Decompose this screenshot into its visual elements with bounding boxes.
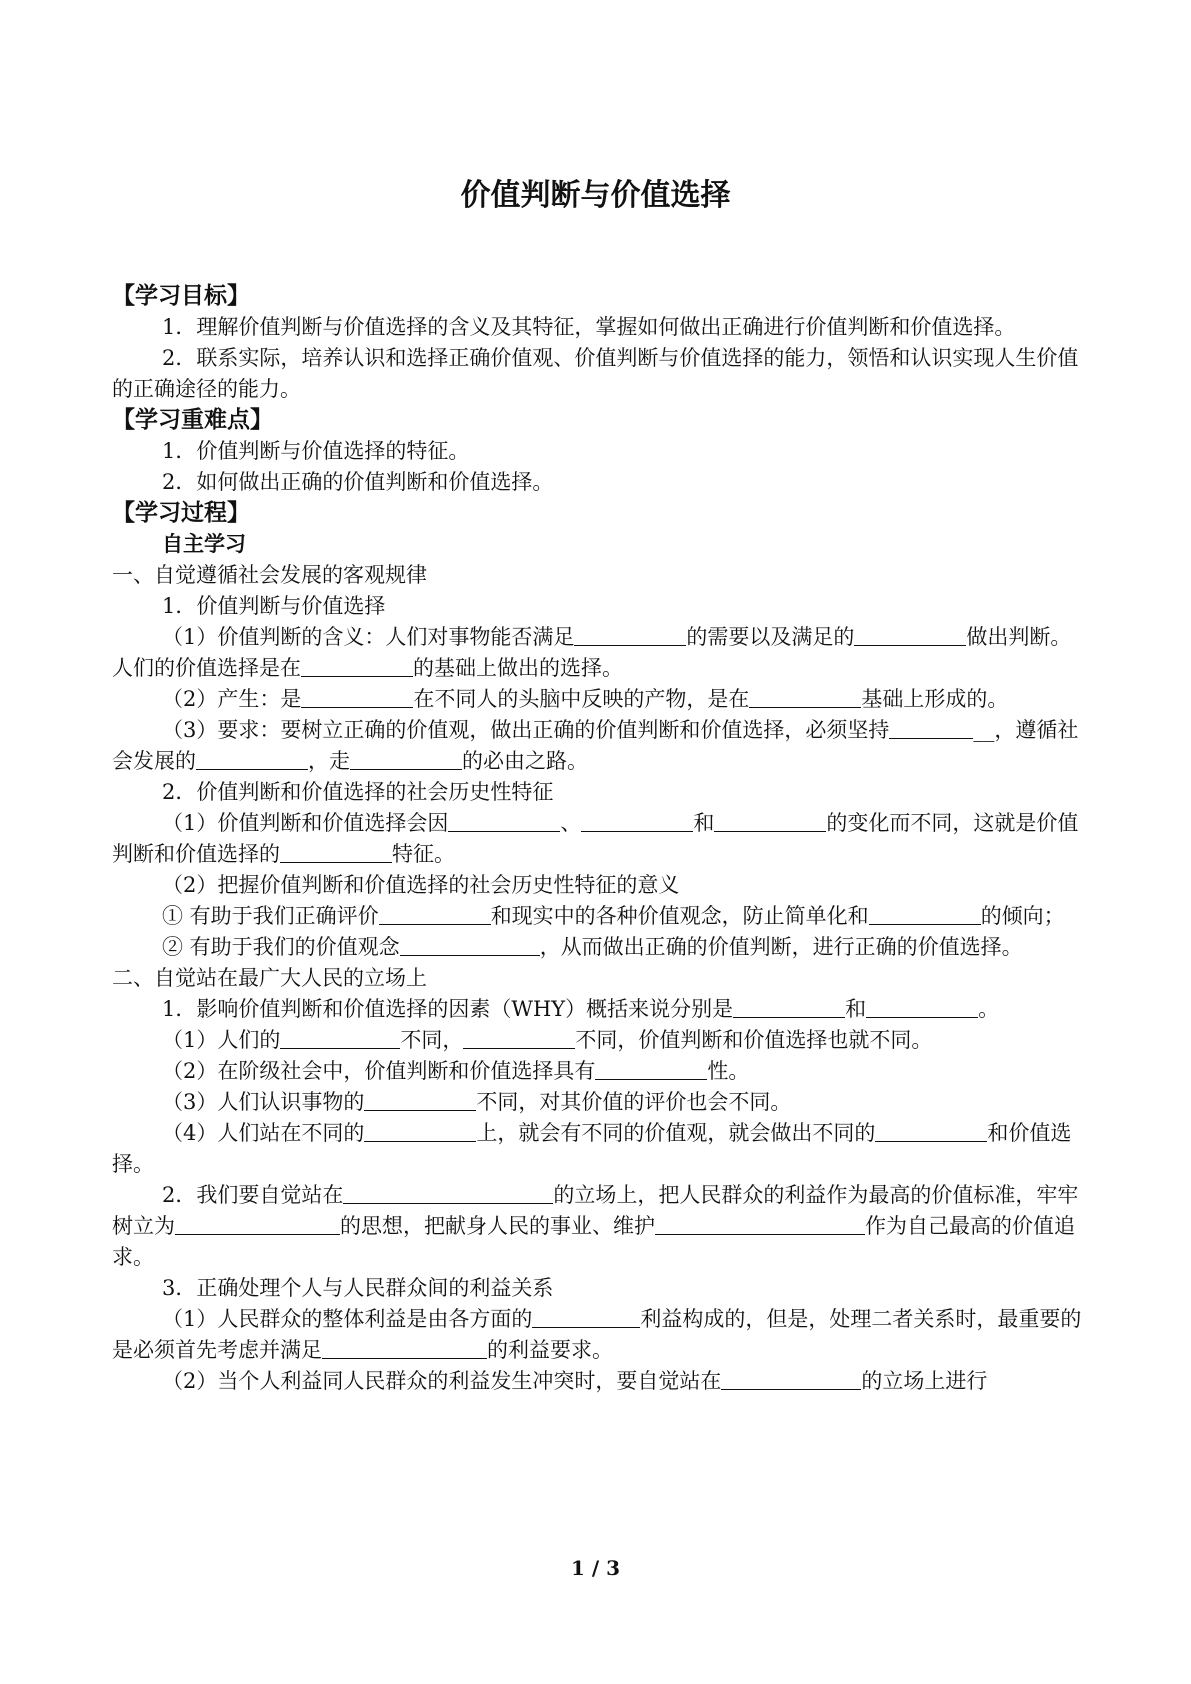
part1-title: 一、自觉遵循社会发展的客观规律 (112, 563, 427, 587)
blank (869, 902, 981, 925)
worksheet-content (112, 281, 1087, 1397)
s2-title: 2．价值判断和价值选择的社会历史性特征 (162, 780, 554, 804)
t1-item-3: （3）人们认识事物的 不同，对其价值的评价也会不同。 (162, 1090, 792, 1114)
t1-item-2: （2）在阶级社会中，价值判断和价值选择具有 性。 (162, 1059, 750, 1083)
goal-item-2: 2．联系实际，培养认识和选择正确价值观、价值判断与价值选择的能力，领悟和认识实现人生价值的正确途径的能力。 (112, 346, 1079, 401)
s2-circle-1: ① 有助于我们正确评价 和现实中的各种价值观念，防止简单化和 的倾向； (162, 904, 1065, 928)
blank (733, 995, 845, 1018)
blank (400, 933, 540, 956)
part2-title: 二、自觉站在最广大人民的立场上 (112, 966, 427, 990)
blank (343, 1181, 553, 1204)
t3-item-1: （1）人民群众的整体利益是由各方面的 利益构成的，但是，处理二者关系时，最重要的是必须首先考虑并满足 的利益要求。 (112, 1307, 1082, 1362)
blank (379, 902, 491, 925)
t3-item-2: （2）当个人利益同人民群众的利益发生冲突时，要自觉站在 的立场上进行 (162, 1369, 988, 1393)
blank (721, 1367, 861, 1390)
blank (532, 1305, 640, 1328)
blank (655, 1212, 865, 1235)
blank (301, 654, 413, 677)
s1-item-3: （3）要求：要树立正确的价值观，做出正确的价值判断和价值选择，必须坚持 __，遵循社会发展的 ，走 的必由之路。 (112, 718, 1079, 773)
blank (175, 1212, 340, 1235)
blank (364, 1119, 476, 1142)
page-title: 价值判断与价值选择 (460, 178, 731, 213)
blank (889, 716, 973, 739)
blank (301, 685, 413, 708)
t1-item-1: （1）人们的 不同， 不同，价值判断和价值选择也就不同。 (162, 1028, 933, 1052)
goal-item-1: 1．理解价值判断与价值选择的含义及其特征，掌握如何做出正确进行价值判断和价值选择。 (162, 315, 1016, 339)
t1-title: 1．影响价值判断和价值选择的因素（WHY）概括来说分别是 和 。 (162, 997, 1000, 1021)
section-heading-keypoints: 【学习重难点】 (112, 407, 273, 433)
blank (448, 809, 560, 832)
blank (322, 1336, 487, 1359)
s2-item-1: （1）价值判断和价值选择会因 、 和 的变化而不同，这就是价值判断和价值选择的 特征。 (112, 811, 1079, 866)
t3-title: 3．正确处理个人与人民群众间的利益关系 (162, 1276, 554, 1300)
blank (581, 809, 693, 832)
s2-circle-2: ② 有助于我们的价值观念 ，从而做出正确的价值判断，进行正确的价值选择。 (162, 935, 1023, 959)
self-study-label: 自主学习 (162, 532, 246, 556)
section-heading-goals: 【学习目标】 (112, 283, 250, 309)
blank (364, 1088, 476, 1111)
section-heading-process: 【学习过程】 (112, 500, 250, 526)
keypoint-item-1: 1．价值判断与价值选择的特征。 (162, 439, 470, 463)
t1-item-4: （4）人们站在不同的 上，就会有不同的价值观，就会做出不同的 和价值选择。 (112, 1121, 1072, 1176)
t2-item: 2．我们要自觉站在 的立场上，把人民群众的利益作为最高的价值标准，牢牢树立为 的思想，把献身人民的事业、维护 作为自己最高的价值追求。 (112, 1183, 1079, 1269)
s1-item-1: （1）价值判断的含义：人们对事物能否满足 的需要以及满足的 做出判断。人们的价值选择是在 的基础上做出的选择。 (112, 625, 1072, 680)
blank (866, 995, 978, 1018)
page-number: 1 / 3 (570, 1556, 621, 1580)
keypoint-item-2: 2．如何做出正确的价值判断和价值选择。 (162, 470, 554, 494)
blank (749, 685, 861, 708)
blank (595, 1057, 707, 1080)
blank (280, 1026, 400, 1049)
blank (196, 747, 308, 770)
blank (875, 1119, 987, 1142)
blank (854, 623, 966, 646)
blank (574, 623, 686, 646)
blank (280, 840, 392, 863)
s2-item-2: （2）把握价值判断和价值选择的社会历史性特征的意义 (162, 873, 680, 897)
blank (463, 1026, 575, 1049)
blank (350, 747, 462, 770)
blank (714, 809, 826, 832)
s1-item-2: （2）产生：是 在不同人的头脑中反映的产物，是在 基础上形成的。 (162, 687, 1009, 711)
s1-title: 1．价值判断与价值选择 (162, 594, 386, 618)
